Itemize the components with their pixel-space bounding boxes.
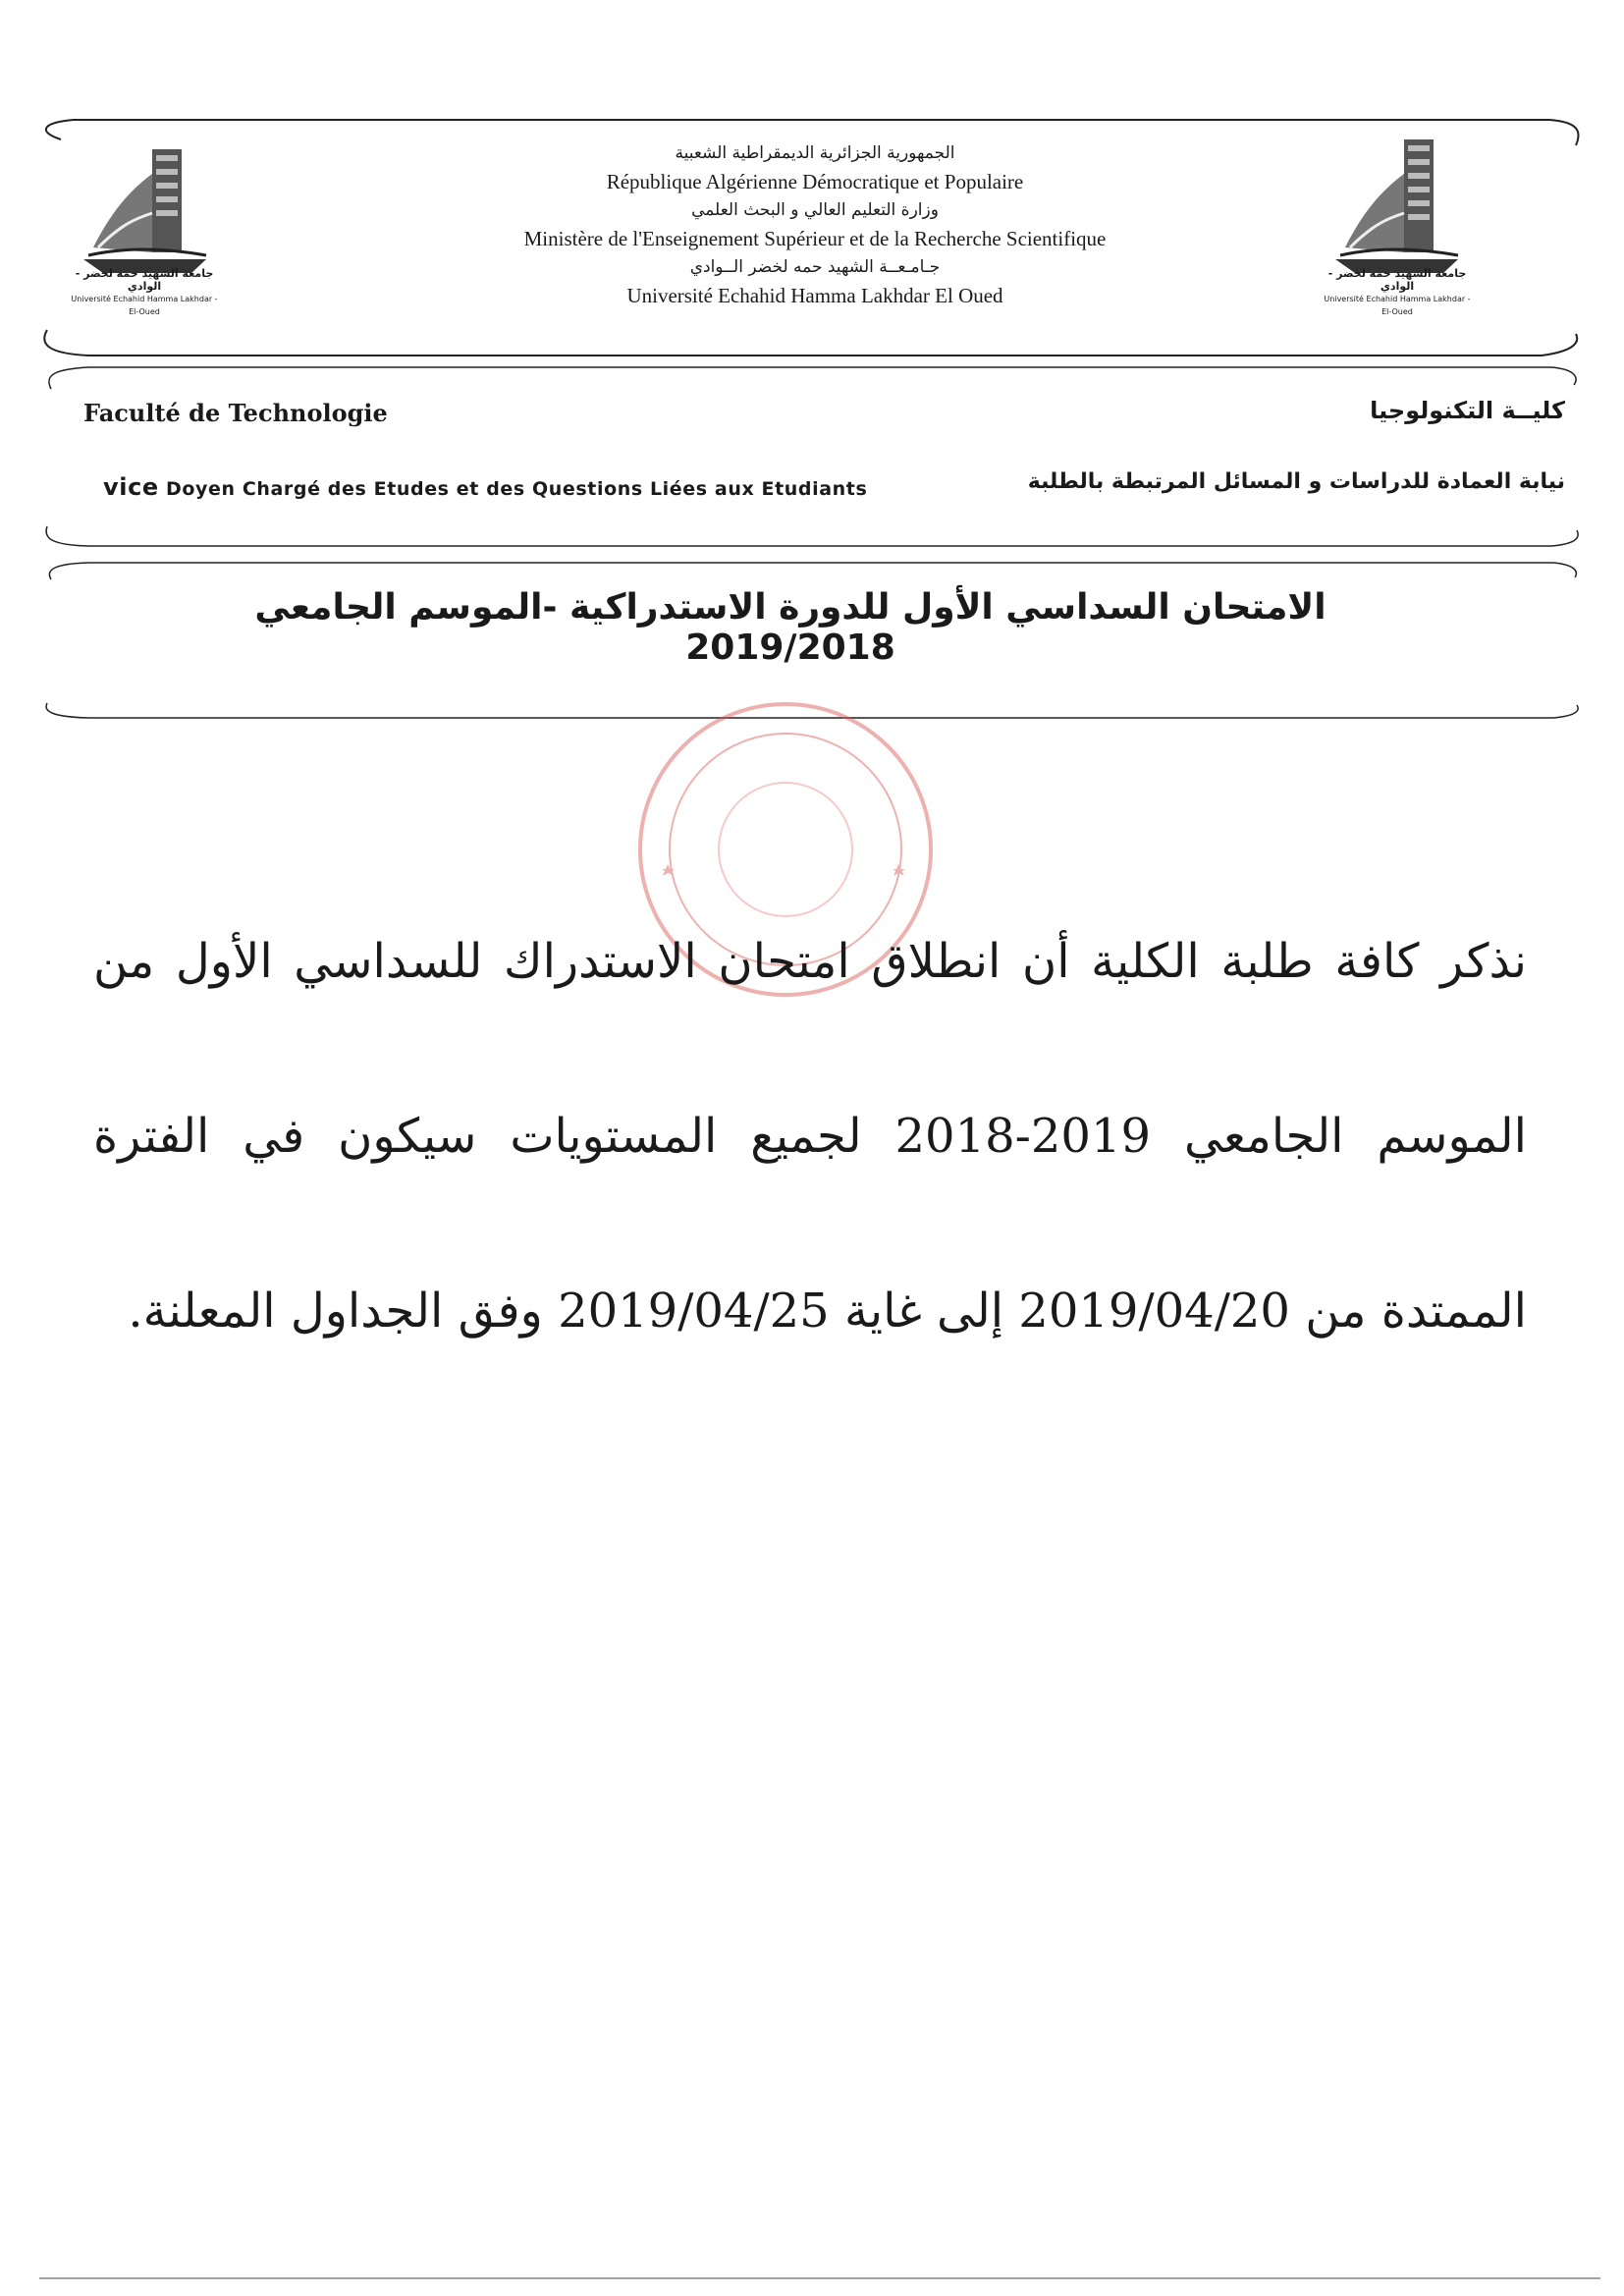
vice-word: vice bbox=[103, 473, 159, 501]
ministry-ar: وزارة التعليم العالي و البحث العلمي bbox=[691, 200, 939, 220]
republic-ar: الجمهورية الجزائرية الديمقراطية الشعبية bbox=[675, 143, 955, 163]
vice-dean-title: Doyen Chargé des Etudes et des Questions Liées aux Etudiants bbox=[166, 478, 868, 500]
vice-dean-ar: نيابة العمادة للدراسات و المسائل المرتبطة بالطلبة bbox=[1027, 469, 1565, 494]
logo-caption-fr: Université Echahid Hamma Lakhdar - El-Oued bbox=[71, 295, 218, 316]
faculty-name-ar: كليــة التكنولوجيا bbox=[1370, 397, 1565, 424]
announcement-body: نذكر كافة طلبة الكلية أن انطلاق امتحان الاستدراك للسداسي الأول من الموسم الجامعي 2019-2018 لجميع المستويات سيكون في الفترة الممتدة من 2019/04/20 إلى غاية 2019/04/25 وفق الجداول المعلنة. bbox=[93, 934, 1527, 1339]
ministry-fr: Ministère de l'Enseignement Supérieur et de la Recherche Scientifique bbox=[523, 227, 1107, 250]
faculty-name-fr: Faculté de Technologie bbox=[83, 399, 388, 427]
university-fr: Université Echahid Hamma Lakhdar El Oued bbox=[626, 284, 1003, 307]
logo-caption-left bbox=[71, 267, 218, 318]
vice-dean-fr bbox=[103, 473, 867, 501]
letterhead bbox=[422, 139, 1208, 310]
document-title: الامتحان السداسي الأول للدورة الاستدراكية -الموسم الجامعي 2019/2018 bbox=[254, 587, 1326, 668]
logo-caption-ar: جامعة الشهيد حمه لخضر - الوادي bbox=[75, 267, 214, 293]
university-ar: جـامـعــة الشهيد حمه لخضر الــوادي bbox=[689, 257, 941, 277]
republic-fr: République Algérienne Démocratique et Populaire bbox=[606, 170, 1024, 193]
logo-caption-fr: Université Echahid Hamma Lakhdar - El-Oued bbox=[1324, 295, 1471, 316]
logo-caption-right bbox=[1324, 267, 1471, 318]
logo-caption-ar: جامعة الشهيد حمه لخضر - الوادي bbox=[1327, 267, 1467, 293]
